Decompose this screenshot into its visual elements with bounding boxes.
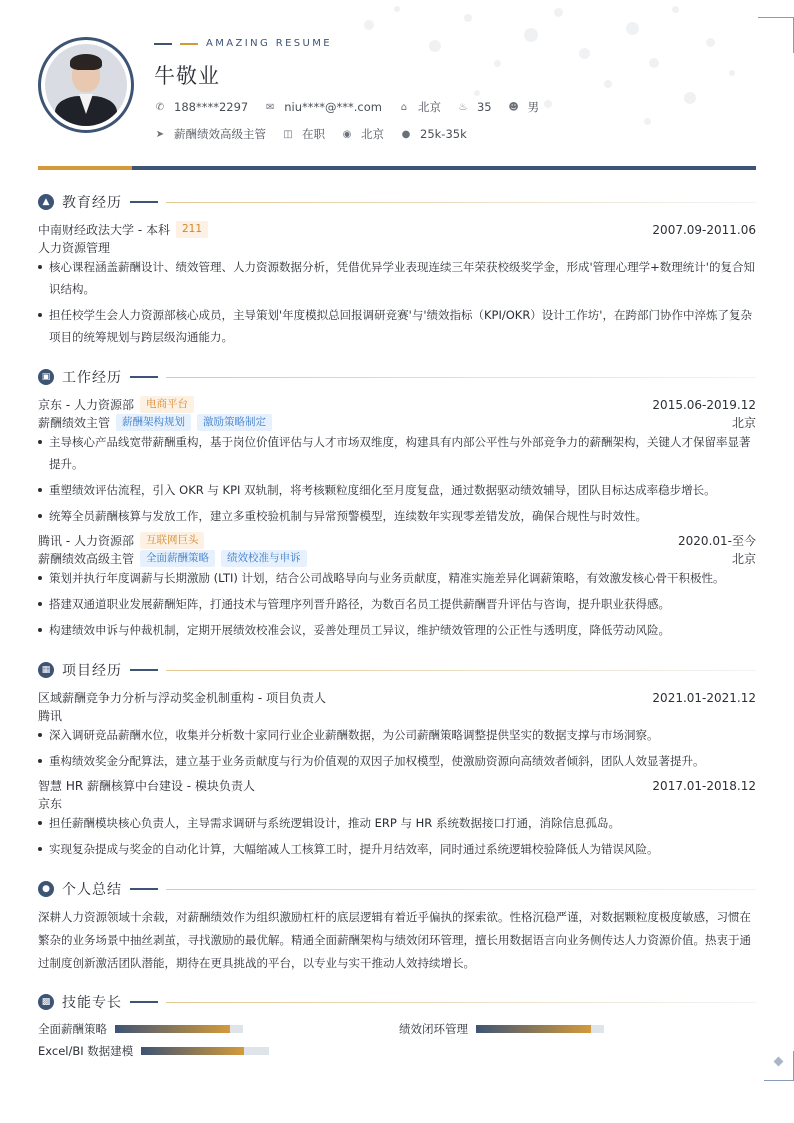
home-icon: ⌂ [400,101,408,113]
target-position: 薪酬绩效高级主管 [174,127,266,141]
school: 中南财经政法大学 - 本科 [38,223,170,237]
location-icon: ◉ [342,128,352,140]
target-city: 北京 [361,127,384,141]
job-period: 2020.01-至今 [678,534,756,548]
education-row [38,221,756,238]
list-item: 主导核心产品线宽带薪酬重构，基于岗位价值评估与人才市场双维度，构建具有内部公平性与外部竞争力的薪酬架构，关键人才保留率显著提升。 [38,431,756,475]
gender: 男 [527,100,540,114]
skill-tag: 绩效校准与申诉 [221,550,307,567]
briefcase-icon: ◫ [283,128,293,140]
list-item: 构建绩效申诉与仲裁机制，定期开展绩效校准会议，妥善处理员工异议，维护绩效管理的公正性与透明度，降低劳动风险。 [38,619,756,641]
brand-text: AMAZING RESUME [206,38,332,49]
job-role-row [38,550,756,567]
list-item: 担任校学生会人力资源部核心成员，主导策划'年度模拟总回报调研竞赛'与'绩效指标（KPI/OKR）设计工作坊'，在跨部门协作中淬炼了复杂项目的统筹规划与跨层级沟通能力。 [38,304,756,348]
job-period: 2015.06-2019.12 [652,397,756,412]
bar-chart-icon: ▩ [38,994,54,1010]
list-item: 策划并执行年度调薪与长期激励 (LTI) 计划，结合公司战略导向与业务贡献度，精准实施差异化调薪策略，有效激发核心骨干积极性。 [38,567,756,589]
school-tag: 211 [176,221,208,238]
job-header [38,396,756,413]
section-projects-header [38,660,756,680]
project-name: 智慧 HR 薪酬核算中台建设 - 模块负责人 [38,779,255,793]
skill-tag: 激励策略制定 [197,414,272,431]
skill-bar [141,1047,269,1055]
project-header [38,689,756,706]
skill-bar [476,1025,604,1033]
skill-item [38,1043,269,1059]
skill-name: 全面薪酬策略 [38,1022,107,1036]
job-status: 在职 [302,127,325,141]
project-header [38,777,756,794]
contact-info-row [154,99,555,115]
list-item: 重构绩效奖金分配算法，建立基于业务贡献度与行为价值观的双因子加权模型，使激励资源向高绩效者倾斜，团队人效显著提升。 [38,750,756,772]
job-intent-row [154,126,483,142]
mail-icon: ✉ [266,101,275,113]
section-title: 技能专长 [62,995,122,1011]
header-divider [38,166,756,170]
skill-tag: 薪酬架构规划 [116,414,191,431]
project-period: 2021.01-2021.12 [652,690,756,705]
project-org: 京东 [38,797,63,811]
corner-decoration-bottom [764,1051,794,1081]
list-item: 重塑绩效评估流程，引入 OKR 与 KPI 双轨制，将考核颗粒度细化至月度复盘，通过数据驱动绩效辅导，团队目标达成率稳步增长。 [38,479,756,501]
list-item: 统筹全员薪酬核算与发放工作，建立多重校验机制与异常预警模型，连续数年实现零差错发放，确保合规性与时效性。 [38,505,756,527]
industry-tag: 互联网巨头 [140,532,205,549]
briefcase-icon: ▣ [38,369,54,385]
section-title: 项目经历 [62,663,122,679]
summary-text: 深耕人力资源领域十余载，对薪酬绩效作为组织激励杠杆的底层逻辑有着近乎偏执的探索欲。性格沉稳严谨，对数据颗粒度极度敏感，习惯在繁杂的业务场景中抽丝剥茧，寻找激励的最优解。精通全面薪酬架构与绩效闭环管理，擅长用数据语言向业务侧传达人力资源价值。热衷于通过制度创新激活团队潜能，期待在更具挑战的平台，以专业与实干推动人效持续增长。 [38,910,751,970]
salary: 25k-35k [420,127,467,141]
company: 京东 - 人力资源部 [38,398,134,412]
section-title: 教育经历 [62,195,122,211]
job-header [38,532,756,549]
section-work-header [38,367,756,387]
industry-tag: 电商平台 [140,396,194,413]
phone: 188****2297 [174,100,249,114]
list-item: 担任薪酬模块核心负责人，主导需求调研与系统逻辑设计，推动 ERP 与 HR 系统数据接口打通，消除信息孤岛。 [38,812,756,834]
section-summary-header [38,879,756,899]
phone-icon: ✆ [155,101,165,113]
money-icon: ● [401,128,411,140]
job-role-row [38,414,756,431]
cake-icon: ♨ [458,101,468,113]
section-title: 个人总结 [62,882,122,898]
section-title: 工作经历 [62,370,122,386]
role: 薪酬绩效高级主管 [38,552,135,566]
candidate-name: 牛敬业 [154,64,220,88]
role: 薪酬绩效主管 [38,416,111,430]
skill-tag: 全面薪酬策略 [140,550,215,567]
skill-name: Excel/BI 数据建模 [38,1044,134,1058]
skill-item [399,1021,604,1037]
section-skills-header [38,992,756,1012]
major: 人力资源管理 [38,241,111,255]
graduation-cap-icon: ▲ [38,194,54,210]
company: 腾讯 - 人力资源部 [38,534,134,548]
project-org: 腾讯 [38,709,63,723]
list-item: 深入调研竞品薪酬水位，收集并分析数十家同行业企业薪酬数据，为公司薪酬策略调整提供坚实的数据支撑与市场洞察。 [38,724,756,746]
list-item: 搭建双通道职业发展薪酬矩阵，打通技术与管理序列晋升路径，为数百名员工提供薪酬晋升评估与咨询，提升职业获得感。 [38,593,756,615]
education-period: 2007.09-2011.06 [652,222,756,237]
user-icon: ● [38,881,54,897]
skill-name: 绩效闭环管理 [399,1022,468,1036]
list-item: 实现复杂提成与奖金的自动化计算，大幅缩减人工核算工时，提升月结效率，同时通过系统逻辑校验降低人为错误风险。 [38,838,756,860]
grid-icon: ▦ [38,662,54,678]
skill-bar [115,1025,243,1033]
city: 北京 [417,100,441,114]
job-location: 北京 [731,416,756,430]
email: niu****@***.com [284,100,382,114]
project-period: 2017.01-2018.12 [652,778,756,793]
list-item: 核心课程涵盖薪酬设计、绩效管理、人力资源数据分析，凭借优异学业表现连续三年荣获校级奖学金，形成'管理心理学+数理统计'的复合知识结构。 [38,256,756,300]
section-education-header [38,192,756,212]
project-name: 区域薪酬竞争力分析与浮动奖金机制重构 - 项目负责人 [38,691,326,705]
send-icon: ➤ [155,128,165,140]
avatar [38,37,134,133]
skill-item [38,1021,243,1037]
smile-icon: ☻ [508,101,519,113]
brand [154,38,332,49]
job-location: 北京 [731,552,756,566]
corner-decoration-top [758,17,794,53]
age: 35 [476,100,492,114]
